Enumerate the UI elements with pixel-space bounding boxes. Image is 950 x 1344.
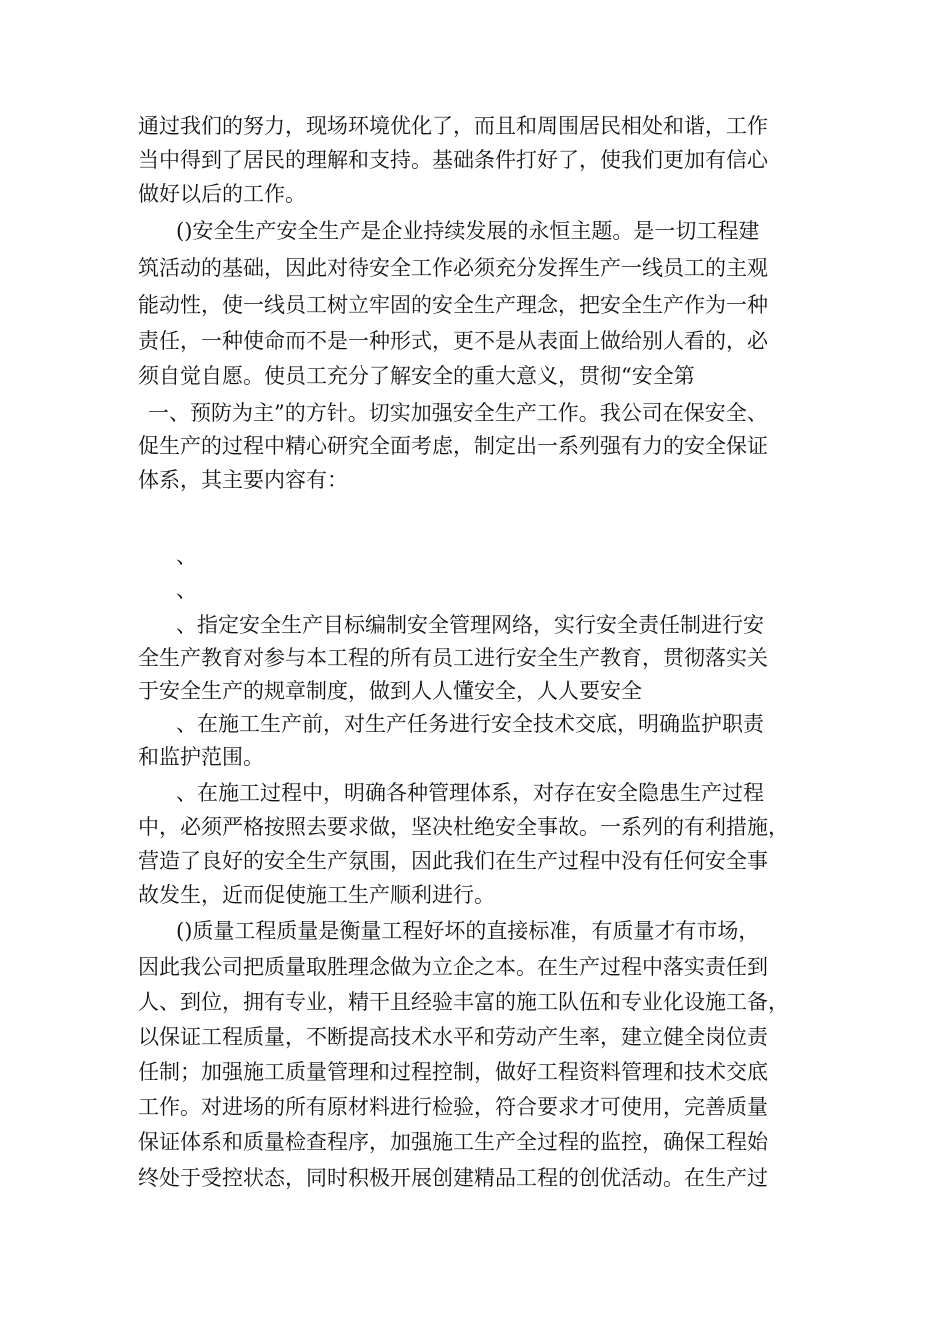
text-line: 通过我们的努力，现场环境优化了，而且和周围居民相处和谐，工作 bbox=[138, 114, 768, 138]
text-line: 促生产的过程中精心研究全面考虑，制定出一系列强有力的安全保证 bbox=[138, 434, 768, 458]
list-marker: 、 bbox=[176, 578, 197, 602]
list-item: 、指定安全生产目标编制安全管理网络，实行安全责任制进行安 bbox=[176, 613, 764, 637]
section-heading-quality: ()质量工程质量是衡量工程好坏的直接标准，有质量才有市场， bbox=[176, 919, 760, 943]
list-item: 、在施工过程中，明确各种管理体系，对存在安全隐患生产过程 bbox=[176, 781, 764, 805]
text-line: 和监护范围。 bbox=[138, 745, 264, 769]
text-line: 筑活动的基础，因此对待安全工作必须充分发挥生产一线员工的主观 bbox=[138, 256, 768, 280]
text-line: 以保证工程质量，不断提高技术水平和劳动产生率，建立健全岗位责 bbox=[138, 1025, 768, 1049]
text-line: 故发生，近而促使施工生产顺利进行。 bbox=[138, 883, 495, 907]
text-line: 能动性，使一线员工树立牢固的安全生产理念，把安全生产作为一种 bbox=[138, 293, 768, 317]
list-marker: 、 bbox=[176, 544, 197, 568]
text-line: 工作。对进场的所有原材料进行检验，符合要求才可使用，完善质量 bbox=[138, 1095, 768, 1119]
section-heading-safety: ()安全生产安全生产是企业持续发展的永恒主题。是一切工程建 bbox=[176, 219, 760, 243]
text-line: 于安全生产的规章制度，做到人人懂安全，人人要安全 bbox=[138, 679, 642, 703]
text-line: 人、到位，拥有专业，精干且经验丰富的施工队伍和专业化设施工备， bbox=[138, 990, 789, 1014]
text-line: 做好以后的工作。 bbox=[138, 182, 306, 206]
text-line: 须自觉自愿。使员工充分了解安全的重大意义，贯彻“安全第 bbox=[138, 364, 695, 388]
text-line: 营造了良好的安全生产氛围，因此我们在生产过程中没有任何安全事 bbox=[138, 849, 768, 873]
text-line: 体系，其主要内容有： bbox=[138, 468, 348, 492]
text-line: 因此我公司把质量取胜理念做为立企之本。在生产过程中落实责任到 bbox=[138, 955, 768, 979]
list-item: 、在施工生产前，对生产任务进行安全技术交底，明确监护职责 bbox=[176, 712, 764, 736]
text-line: 保证体系和质量检查程序，加强施工生产全过程的监控，确保工程始 bbox=[138, 1130, 768, 1154]
text-line: 任制；加强施工质量管理和过程控制，做好工程资料管理和技术交底 bbox=[138, 1060, 768, 1084]
text-line: 一、预防为主”的方针。切实加强安全生产工作。我公司在保安全、 bbox=[148, 401, 768, 425]
text-line: 全生产教育对参与本工程的所有员工进行安全生产教育，贯彻落实关 bbox=[138, 646, 768, 670]
text-line: 中，必须严格按照去要求做，坚决杜绝安全事故。一系列的有利措施， bbox=[138, 815, 789, 839]
text-line: 当中得到了居民的理解和支持。基础条件打好了，使我们更加有信心 bbox=[138, 148, 768, 172]
text-line: 责任，一种使命而不是一种形式，更不是从表面上做给别人看的，必 bbox=[138, 329, 768, 353]
text-line: 终处于受控状态，同时积极开展创建精品工程的创优活动。在生产过 bbox=[138, 1166, 768, 1190]
